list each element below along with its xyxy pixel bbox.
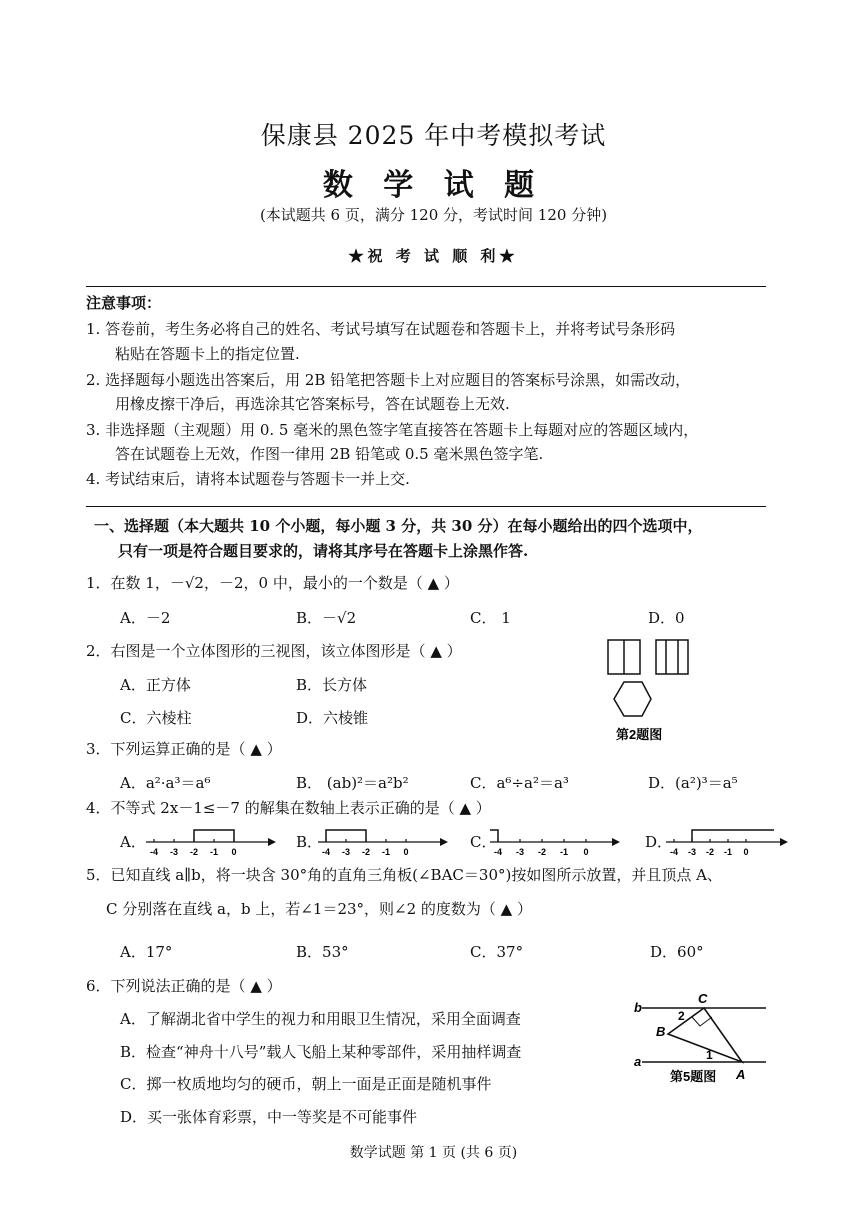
q1-stem: 1．在数 1，－√2，－2，0 中，最小的一个数是（ ▲ ） bbox=[86, 574, 459, 592]
tick-label: -1 bbox=[209, 847, 219, 857]
tick-label: -3 bbox=[515, 847, 525, 857]
q4-option-c: C． bbox=[470, 833, 497, 851]
q5-triangle-figure bbox=[630, 990, 770, 1088]
page-footer: 数学试题 第 1 页 (共 6 页) bbox=[349, 1145, 518, 1161]
tick-label: -4 bbox=[669, 847, 679, 857]
solution-bracket bbox=[490, 830, 498, 842]
solution-bracket bbox=[692, 830, 774, 842]
tick-label: -2 bbox=[361, 847, 371, 857]
axis-arrow bbox=[612, 838, 620, 846]
q5-stem-line2: C 分别落在直线 a，b 上，若∠1＝23°，则∠2 的度数为（ ▲ ） bbox=[106, 900, 532, 918]
tick-label: 0 bbox=[743, 847, 749, 857]
angle-1-label: 1 bbox=[706, 1048, 713, 1062]
q4-number-line-b bbox=[318, 826, 448, 860]
tick-label: -3 bbox=[169, 847, 179, 857]
q4-number-line-a bbox=[146, 826, 276, 860]
q2-figure-label: 第2题图 bbox=[616, 727, 663, 742]
q3-stem: 3．下列运算正确的是（ ▲ ） bbox=[86, 740, 282, 758]
q6-option-d: D．买一张体育彩票，中一等奖是不可能事件 bbox=[120, 1108, 418, 1126]
label-apoint: A bbox=[736, 1067, 746, 1082]
tick-label: -3 bbox=[341, 847, 351, 857]
q3-option-d: D．(a²)³＝a⁵ bbox=[648, 774, 738, 792]
axis-arrow bbox=[268, 838, 276, 846]
tick-label: -4 bbox=[493, 847, 503, 857]
divider-bottom bbox=[86, 506, 766, 507]
label-b: b bbox=[634, 1000, 642, 1015]
q5-option-b: B．53° bbox=[296, 943, 349, 961]
q1-option-d: D．0 bbox=[648, 609, 685, 627]
notice-item-1: 1. 答卷前，考生务必将自己的姓名、考试号填写在试题卷和答题卡上，并将考试号条形码 bbox=[86, 320, 676, 338]
divider-top bbox=[86, 286, 766, 287]
exam-info: (本试题共 6 页，满分 120 分，考试时间 120 分钟) bbox=[259, 206, 608, 224]
label-a: a bbox=[634, 1054, 642, 1069]
q2-option-c: C．六棱柱 bbox=[120, 709, 192, 727]
section-heading: 一、选择题（本大题共 10 个小题，每小题 3 分，共 30 分）在每小题给出的四个选项中， bbox=[94, 517, 703, 535]
tick-label: -4 bbox=[149, 847, 159, 857]
q4-number-line-c bbox=[490, 826, 620, 860]
notice-item-2-cont: 用橡皮擦干净后，再选涂其它答案标号，答在试题卷上无效. bbox=[115, 395, 510, 413]
angle-2-label: 2 bbox=[678, 1009, 685, 1023]
q4-option-b: B． bbox=[296, 833, 323, 851]
notice-item-4: 4. 考试结束后，请将本试题卷与答题卡一并上交. bbox=[86, 470, 410, 488]
q4-stem: 4．不等式 2x－1≤－7 的解集在数轴上表示正确的是（ ▲ ） bbox=[86, 799, 491, 817]
tick-label: 0 bbox=[403, 847, 409, 857]
q3-option-b: B． (ab)²＝a²b² bbox=[296, 774, 409, 792]
label-c: C bbox=[698, 991, 708, 1006]
q2-option-b: B．长方体 bbox=[296, 676, 368, 694]
q5-figure-label: 第5题图 bbox=[670, 1069, 717, 1084]
q4-number-line-d bbox=[666, 826, 788, 860]
q5-stem-line1: 5．已知直线 a∥b，将一块含 30°角的直角三角板(∠BAC＝30°)按如图所示放置，并且顶点 A、 bbox=[86, 866, 722, 884]
tick-label: -2 bbox=[189, 847, 199, 857]
q6-option-c: C．掷一枚质地均匀的硬币，朝上一面是正面是随机事件 bbox=[120, 1075, 492, 1093]
q1-option-a: A．－2 bbox=[120, 609, 171, 627]
q3-option-c: C．a⁶÷a²＝a³ bbox=[470, 774, 569, 792]
q4-option-a: A． bbox=[120, 833, 146, 851]
tick-label: -3 bbox=[687, 847, 697, 857]
notice-item-3-cont: 答在试题卷上无效，作图一律用 2B 铅笔或 0.5 毫米黑色签字笔. bbox=[115, 445, 544, 463]
tick-label: -1 bbox=[723, 847, 733, 857]
q1-option-c: C． 1 bbox=[470, 609, 511, 627]
axis-arrow bbox=[440, 838, 448, 846]
tick-label: -1 bbox=[381, 847, 391, 857]
axis-arrow bbox=[780, 838, 788, 846]
q6-stem: 6．下列说法正确的是（ ▲ ） bbox=[86, 977, 282, 995]
notice-item-1-cont: 粘贴在答题卡上的指定位置. bbox=[115, 345, 300, 363]
wish-text: ★祝 考 试 顺 利★ bbox=[348, 247, 519, 265]
notice-item-2: 2. 选择题每小题选出答案后，用 2B 铅笔把答题卡上对应题目的答案标号涂黑，如需改动， bbox=[86, 371, 691, 389]
tick-label: -1 bbox=[559, 847, 569, 857]
q5-option-a: A．17° bbox=[120, 943, 173, 961]
section-heading-cont: 只有一项是符合题目要求的，请将其序号在答题卡上涂黑作答. bbox=[118, 542, 529, 560]
q2-option-d: D．六棱锥 bbox=[296, 709, 369, 727]
q5-option-d: D．60° bbox=[650, 943, 704, 961]
q1-option-b: B．－√2 bbox=[296, 609, 357, 627]
tick-label: 0 bbox=[231, 847, 237, 857]
tick-label: -2 bbox=[705, 847, 715, 857]
subject-title: 数 学 试 题 bbox=[322, 168, 545, 203]
q2-option-a: A．正方体 bbox=[120, 676, 191, 694]
tick-label: -4 bbox=[321, 847, 331, 857]
q2-stem: 2．右图是一个立体图形的三视图，该立体图形是（ ▲ ） bbox=[86, 642, 462, 660]
tick-label: -2 bbox=[537, 847, 547, 857]
q2-three-views-figure bbox=[600, 636, 700, 746]
q5-option-c: C．37° bbox=[470, 943, 524, 961]
sqrt-two: √2 bbox=[184, 574, 204, 592]
tick-label: 0 bbox=[583, 847, 589, 857]
q4-option-d: D． bbox=[645, 833, 673, 851]
label-bpoint: B bbox=[656, 1024, 666, 1039]
notice-item-3: 3. 非选择题（主观题）用 0. 5 毫米的黑色签字笔直接答在答题卡上每题对应的答题区域内， bbox=[86, 421, 699, 439]
q6-option-a: A．了解湖北省中学生的视力和用眼卫生情况，采用全面调查 bbox=[120, 1010, 521, 1028]
q6-option-b: B．检查“神舟十八号”载人飞船上某种零部件，采用抽样调查 bbox=[120, 1043, 522, 1061]
notice-heading: 注意事项： bbox=[86, 294, 162, 312]
q3-option-a: A．a²·a³＝a⁶ bbox=[120, 774, 211, 792]
exam-title: 保康县 2025 年中考模拟考试 bbox=[260, 121, 607, 150]
